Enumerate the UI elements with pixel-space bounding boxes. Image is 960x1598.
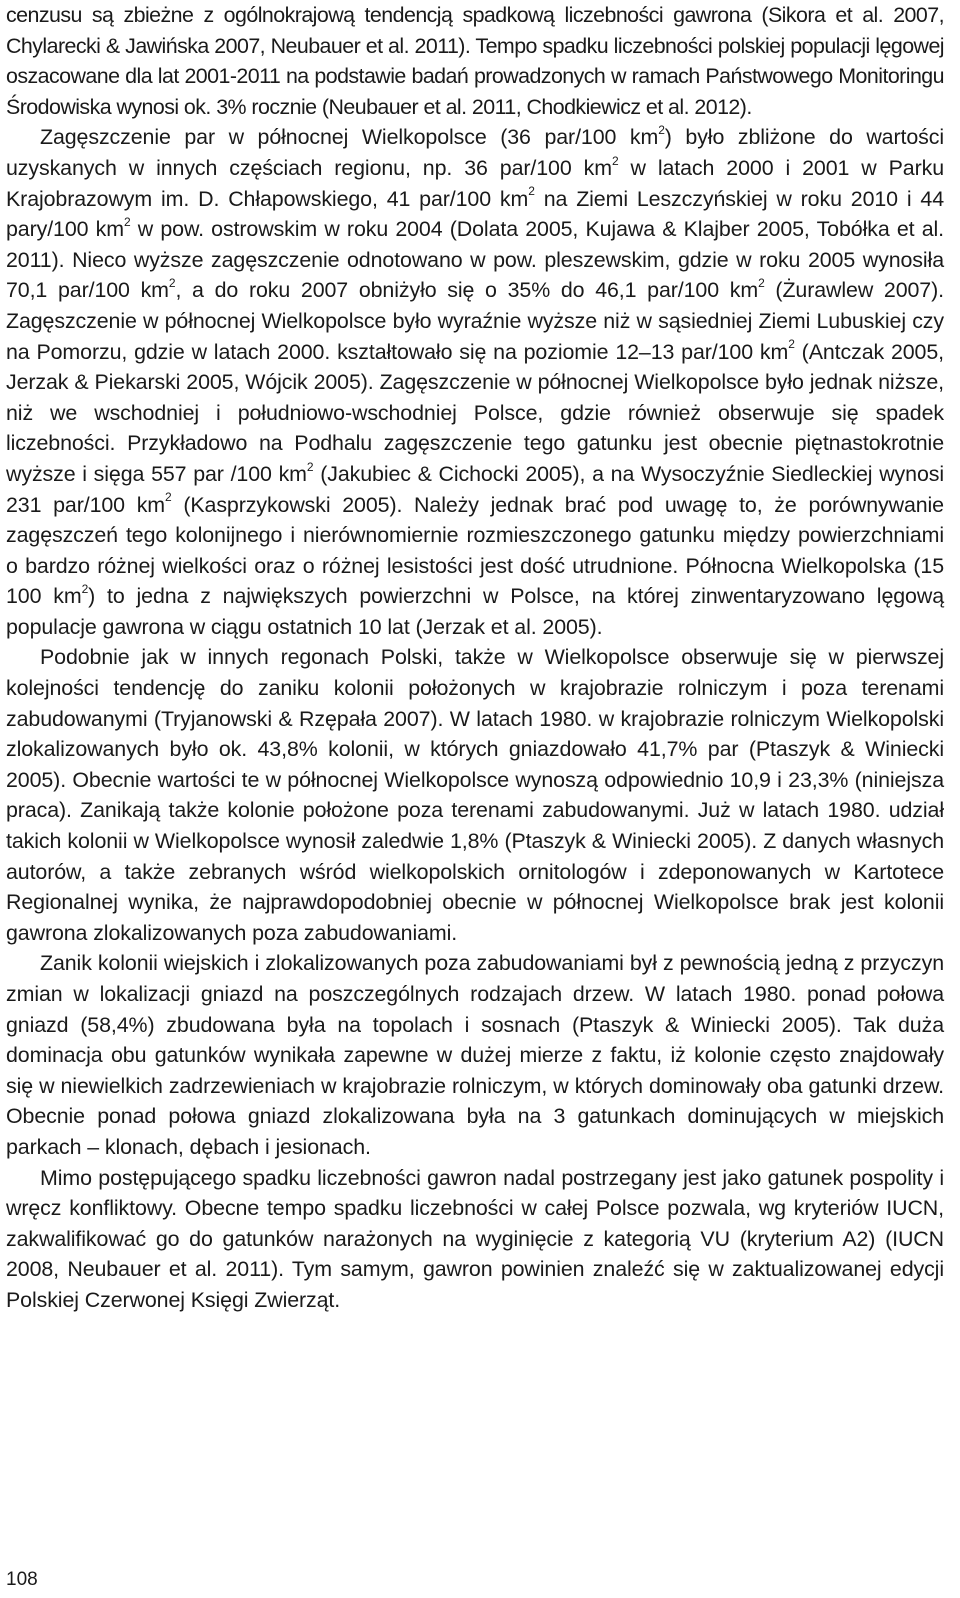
text-segment: (Antczak 2005, Jerzak & Piekarski 2005, Wójcik 2005). Zagęszczenie w północnej Wielkopolsce było jednak niższe, niż we wschodniej i południowo-wschodniej Polsce, gdzie również obserwuje się spadek liczebności. Przykładowo na Podhalu zagęszczenie tego gatunku jest obecnie piętnastokrotnie wyższe i sięga 557 par /100 km bbox=[6, 339, 944, 486]
body-text bbox=[6, 0, 944, 1316]
text-segment: Podobnie jak w innych regonach Polski, także w Wielkopolsce obserwuje się w pierwszej kolejności tendencję do zaniku kolonii położonych w krajobrazie rolniczym i poza terenami zabudowanymi (Tryjanowski & Rzępała 2007). W latach 1980. w krajobrazie rolniczym Wielkopolski zlokalizowanych było ok. 43,8% kolonii, w których gniazdowało 41,7% par (Ptaszyk & Winiecki 2005). Obecnie wartości te w północnej Wielkopolsce wynoszą odpowiednio 10,9 i 23,3% (niniejsza praca). Zanikają także kolonie położone poza terenami zabudowanymi. Już w latach 1980. udział takich kolonii w Wielkopolsce wynosił zaledwie 1,8% (Ptaszyk & Winiecki 2005). Z danych własnych autorów, a także zebranych wśród wielkopolskich ornitologów i zdeponowanych w Kartotece Regionalnej wynika, że najprawdopodobniej obecnie w północnej Wielkopolsce brak jest kolonii gawrona zlokalizowanych poza zabudowaniami. bbox=[6, 645, 944, 945]
superscript: 2 bbox=[658, 123, 665, 138]
superscript: 2 bbox=[306, 459, 314, 474]
text-segment: ) to jedna z największych powierzchni w Polsce, na której zinwentaryzowano lęgową populacje gawrona w ciągu ostatnich 10 lat (Jerzak et al. 2005). bbox=[6, 584, 944, 639]
text-segment: Zanik kolonii wiejskich i zlokalizowanych poza zabudowaniami był z pewnością jedną z przyczyn zmian w lokalizacji gniazd na poszczególnych rodzajach drzew. W latach 1980. ponad połowa gniazd (58,4%) zbudowana była na topolach i sosnach (Ptaszyk & Winiecki 2005). Tak duża dominacja obu gatunków wynikała zapewne w dużej mierze z faktu, iż kolonie często znajdowały się w niewielkich zadrzewieniach w krajobrazie rolniczym, w których dominowały oba gatunki drzew. Obecnie ponad połowa gniazd zlokalizowana była na 3 gatunkach dominujących w miejskich parkach – klonach, dębach i jesionach. bbox=[6, 951, 944, 1159]
superscript: 2 bbox=[123, 215, 131, 230]
paragraph-conservation-status bbox=[6, 1163, 944, 1316]
superscript: 2 bbox=[528, 184, 535, 199]
paragraph-population-trend bbox=[6, 0, 944, 122]
text-segment: w latach 2000 i 2001 w Parku Krajobrazowym im. D. Chłapowskiego, 41 par/100 km bbox=[6, 155, 944, 211]
text-segment: Mimo postępującego spadku liczebności gawron nadal postrzegany jest jako gatunek pospolity i wręcz konfliktowy. Obecne tempo spadku liczebności w całej Polsce pozwala, wg kryteriów IUCN, zakwalifikować go do gatunków narażonych na wyginięcie z kategorią VU (kryterium A2) (IUCN 2008, Neubauer et al. 2011). Tym samym, gawron powinien znaleźć się w zaktualizowanej edycji Polskiej Czerwonej Księgi Zwierząt. bbox=[6, 1165, 944, 1312]
text-segment: cenzusu są zbieżne z ogólnokrajową tendencją spadkową liczebności gawrona (Sikora et al. 2007, Chylarecki & Jawińska 2007, Neubauer et al. 2011). Tempo spadku liczebności polskiej populacji lęgowej oszacowane dla lat 2001-2011 na podstawie badań prowadzonych w ramach Państwowego Monitoringu Środowiska wynosi ok. 3% rocznie (Neubauer et al. 2011, Chodkiewicz et al. 2012). bbox=[6, 3, 944, 119]
text-segment: (Żurawlew 2007). Zagęszczenie w północnej Wielkopolsce było wyraźnie wyższe niż w sąsiedniej Ziemi Lubuskiej czy na Pomorzu, gdzie w latach 2000. kształtowało się na poziomie 12–13 par/100 km bbox=[6, 278, 944, 364]
text-segment: Zagęszczenie par w północnej Wielkopolsce (36 par/100 km bbox=[40, 125, 659, 150]
superscript: 2 bbox=[611, 153, 619, 168]
text-segment: (Jakubiec & Cichocki 2005), a na Wysoczyźnie Siedleckiej wynosi 231 par/100 km bbox=[6, 461, 944, 517]
superscript: 2 bbox=[758, 276, 765, 291]
text-segment: w pow. ostrowskim w roku 2004 (Dolata 2005, Kujawa & Klajber 2005, Tobółka et al. 2011). Nieco wyższe zagęszczenie odnotowano w pow. pleszewskim, gdzie w roku 2005 wynosiła 70,1 par/100 km bbox=[6, 217, 944, 303]
text-segment: , a do roku 2007 obniżyło się o 35% do 46,1 par/100 km bbox=[175, 278, 759, 303]
paragraph-colony-decline bbox=[6, 642, 944, 948]
superscript: 2 bbox=[165, 490, 172, 505]
text-segment: (Kasprzykowski 2005). Należy jednak brać pod uwagę to, że porównywanie zagęszczeń tego kolonijnego i nierównomiernie rozmieszczonego gatunku między powierzchniami o bardzo różnej wielkości oraz o różnej lesistości jest dość utrudnione. Północna Wielkopolska (15 100 km bbox=[6, 492, 944, 609]
page-number: 108 bbox=[6, 1569, 38, 1590]
superscript: 2 bbox=[168, 276, 176, 291]
text-segment: na Ziemi Leszczyńskiej w roku 2010 i 44 pary/100 km bbox=[6, 186, 944, 242]
superscript: 2 bbox=[788, 337, 795, 352]
paragraph-tree-species bbox=[6, 948, 944, 1162]
text-segment: ) było zbliżone do wartości uzyskanych w innych częściach regionu, np. 36 par/100 km bbox=[6, 125, 944, 180]
paragraph-density-comparison bbox=[6, 122, 944, 642]
superscript: 2 bbox=[81, 582, 89, 597]
